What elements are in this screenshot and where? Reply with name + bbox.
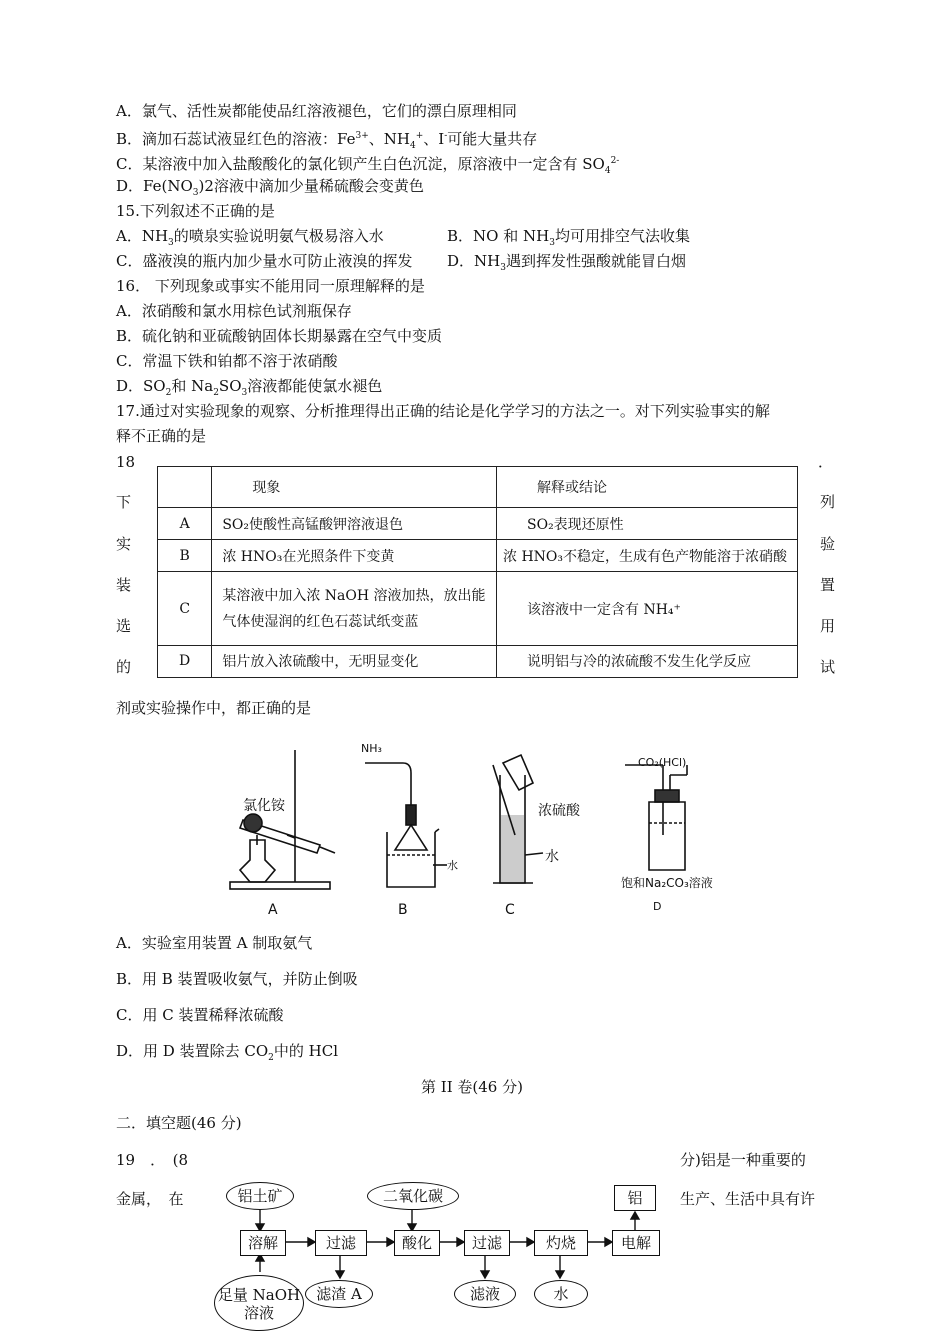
- flow-naoh: [214, 1275, 304, 1331]
- section-title: 第 II 卷(46 分): [421, 1078, 523, 1096]
- flow-naoh-line2: 溶液: [243, 1304, 274, 1322]
- table-cell-phenomenon: SO₂使酸性高锰酸钾溶液退色: [212, 508, 497, 540]
- table-cell-key: D: [158, 645, 212, 677]
- q17-stem-line2: 释不正确的是: [116, 427, 207, 445]
- q18-d-post: 中的 HCl: [273, 1042, 338, 1060]
- q18-option-a: A．实验室用装置 A 制取氨气: [116, 934, 313, 952]
- table-cell-conclusion: 该溶液中一定含有 NH₄⁺: [497, 572, 798, 645]
- q14-option-a: A．氯气、活性炭都能使品红溶液褪色，它们的漂白原理相同: [116, 102, 517, 120]
- label-saturated-na2co3: 饱和Na₂CO₃溶液: [621, 876, 713, 890]
- q17-table: [157, 466, 798, 678]
- q19-line2-left: 金属， 在: [116, 1190, 184, 1208]
- q14-b-mid: 、NH: [368, 130, 410, 148]
- q15-d-pre: D．NH: [447, 252, 501, 270]
- q16-option-a: A．浓硝酸和氯水用棕色试剂瓶保存: [116, 302, 352, 320]
- q18-stem-tail: 剂或实验操作中，都正确的是: [116, 699, 312, 717]
- apparatus-c: [493, 755, 543, 883]
- table-cell-phenomenon: 浓 HNO₃在光照条件下变黄: [212, 540, 497, 572]
- q15-option-b: [447, 226, 690, 253]
- q14-b-sup2: +: [415, 131, 424, 141]
- flow-co2: 二氧化碳: [367, 1182, 459, 1210]
- flow-naoh-line1: 足量 NaOH: [217, 1286, 301, 1304]
- q18-side-left-5: 的: [116, 658, 132, 676]
- q19-line2-right: 生产、生活中具有许: [680, 1190, 816, 1208]
- table-row: [158, 508, 798, 540]
- q16-d-mid: 和 Na: [171, 377, 214, 395]
- table-row: [158, 540, 798, 572]
- table-cell-key: A: [158, 508, 212, 540]
- q14-b-sup3: -: [444, 131, 448, 141]
- q15-option-c: C．盛液溴的瓶内加少量水可防止液溴的挥发: [116, 252, 413, 270]
- q15-option-d: [447, 251, 686, 278]
- q18-side-right-1: 列: [820, 493, 836, 511]
- flow-residue-a: 滤渣 A: [305, 1280, 373, 1308]
- q16-d-sub1: 2: [165, 388, 172, 398]
- q16-d-post: 溶液都能使氯水褪色: [247, 377, 383, 395]
- table-cell-conclusion: 浓 HNO₃不稳定，生成有色产物能溶于浓硝酸: [497, 540, 798, 572]
- caption-c: C: [505, 902, 515, 918]
- q14-b-sub: 4: [410, 141, 416, 151]
- label-nh4cl: 氯化铵: [243, 798, 285, 814]
- flow-dissolve: 溶解: [240, 1230, 286, 1256]
- apparatus-b: [365, 763, 447, 887]
- table-header-conclusion: 解释或结论: [497, 467, 798, 508]
- table-header-key: [158, 467, 212, 508]
- q18-d-sub: 2: [268, 1053, 274, 1063]
- section-part: 二．填空题(46 分): [116, 1114, 242, 1132]
- caption-b: B: [398, 902, 408, 918]
- q15-a-post: 的喷泉实验说明氨气极易溶入水: [173, 227, 384, 245]
- table-cell-conclusion: SO₂表现还原性: [497, 508, 798, 540]
- q16-d-mid2: SO: [218, 377, 242, 395]
- q15-b-pre: B．NO 和 NH: [447, 227, 550, 245]
- q14-b-pre: B．滴加石蕊试液显红色的溶液：Fe: [116, 130, 356, 148]
- flow-electrolysis: 电解: [612, 1230, 660, 1256]
- flow-filtrate: 滤液: [454, 1280, 516, 1308]
- q14-d-post: )2溶液中滴加少量稀硫酸会变黄色: [198, 177, 424, 195]
- table-cell-key: B: [158, 540, 212, 572]
- apparatus-a: [230, 750, 335, 889]
- flow-bauxite: 铝土矿: [226, 1182, 294, 1210]
- label-nh3: NH₃: [361, 742, 382, 755]
- q14-b-post: 可能大量共存: [447, 130, 538, 148]
- q18-option-d: [116, 1041, 338, 1068]
- table-cell-conclusion: 说明铝与冷的浓硫酸不发生化学反应: [497, 645, 798, 677]
- label-water-b: 水: [447, 859, 458, 872]
- q18-d-pre: D．用 D 装置除去 CO: [116, 1042, 269, 1060]
- flow-aluminum: 铝: [614, 1185, 656, 1211]
- flow-water: 水: [534, 1280, 588, 1308]
- q16-option-b: B．硫化钠和亚硫酸钠固体长期暴露在空气中变质: [116, 327, 443, 345]
- q18-side-left-4: 选: [116, 617, 132, 635]
- q15-a-sub: 3: [168, 238, 174, 248]
- q18-side-right-4: 用: [820, 617, 836, 635]
- table-row: [158, 645, 798, 677]
- apparatus-d: [625, 765, 687, 870]
- q18-side-left-1: 下: [116, 493, 132, 511]
- table-header-row: [158, 467, 798, 508]
- apparatus-figure: [225, 735, 705, 920]
- flow-filter-1: 过滤: [315, 1230, 367, 1256]
- q18-side-right-3: 置: [820, 576, 836, 594]
- q18-side-right-5: 试: [820, 658, 836, 676]
- q14-d-pre: D．Fe(NO: [116, 177, 193, 195]
- q14-option-d: [116, 176, 424, 203]
- q18-side-right-0: ．: [818, 453, 834, 471]
- q15-a-pre: A．NH: [116, 227, 169, 245]
- label-water-c: 水: [545, 849, 559, 865]
- table-cell-phenomenon: 铝片放入浓硫酸中，无明显变化: [212, 645, 497, 677]
- q14-b-mid2: 、I: [423, 130, 445, 148]
- table-row: [158, 572, 798, 645]
- q19-line1-right: 分)铝是一种重要的: [680, 1151, 806, 1169]
- q18-side-left-0: 18: [116, 453, 136, 471]
- q18-side-left-2: 实: [116, 535, 132, 553]
- q19-line1-left: 19 ． (8: [116, 1151, 188, 1169]
- caption-a: A: [268, 902, 278, 918]
- q15-b-post: 均可用排空气法收集: [554, 227, 690, 245]
- flow-filter-2: 过滤: [464, 1230, 510, 1256]
- flow-acidify: 酸化: [394, 1230, 440, 1256]
- q15-stem: 15.下列叙述不正确的是: [116, 202, 275, 220]
- q16-option-c: C．常温下铁和铂都不溶于浓硝酸: [116, 352, 338, 370]
- q18-option-b: B．用 B 装置吸收氨气，并防止倒吸: [116, 970, 358, 988]
- q16-d-sub2: 2: [213, 388, 219, 398]
- q15-d-post: 遇到挥发性强酸就能冒白烟: [505, 252, 686, 270]
- label-co2-hcl: CO₂(HCl): [638, 756, 687, 769]
- flow-calcine: 灼烧: [534, 1230, 588, 1256]
- label-conc-h2so4: 浓硫酸: [538, 803, 580, 819]
- q16-d-pre: D．SO: [116, 377, 166, 395]
- q14-c-pre: C．某溶液中加入盐酸酸化的氯化钡产生白色沉淀，原溶液中一定含有 SO: [116, 155, 605, 173]
- table-cell-phenomenon: 某溶液中加入浓 NaOH 溶液加热，放出能气体使湿润的红色石蕊试纸变蓝: [212, 572, 497, 645]
- q16-stem: 16． 下列现象或事实不能用同一原理解释的是: [116, 277, 425, 295]
- q14-c-sup: 2-: [610, 156, 620, 166]
- q14-c-sub: 4: [604, 166, 611, 176]
- q17-stem-line1: 17.通过对实验现象的观察、分析推理得出正确的结论是化学学习的方法之一。对下列实验事实的解: [116, 402, 770, 420]
- q18-option-c: C．用 C 装置稀释浓硫酸: [116, 1006, 284, 1024]
- q15-b-sub: 3: [549, 238, 555, 248]
- table-header-phenomenon: 现象: [212, 467, 497, 508]
- q14-d-sub: 3: [192, 188, 199, 198]
- q18-side-right-2: 验: [820, 535, 836, 553]
- q14-b-sup1: 3+: [355, 131, 369, 141]
- q16-d-sub3: 3: [241, 388, 248, 398]
- caption-d: D: [653, 900, 662, 913]
- q16-option-d: [116, 376, 382, 403]
- q18-side-left-3: 装: [116, 576, 132, 594]
- table-cell-key: C: [158, 572, 212, 645]
- q15-option-a: [116, 226, 384, 253]
- q15-d-sub: 3: [500, 263, 506, 273]
